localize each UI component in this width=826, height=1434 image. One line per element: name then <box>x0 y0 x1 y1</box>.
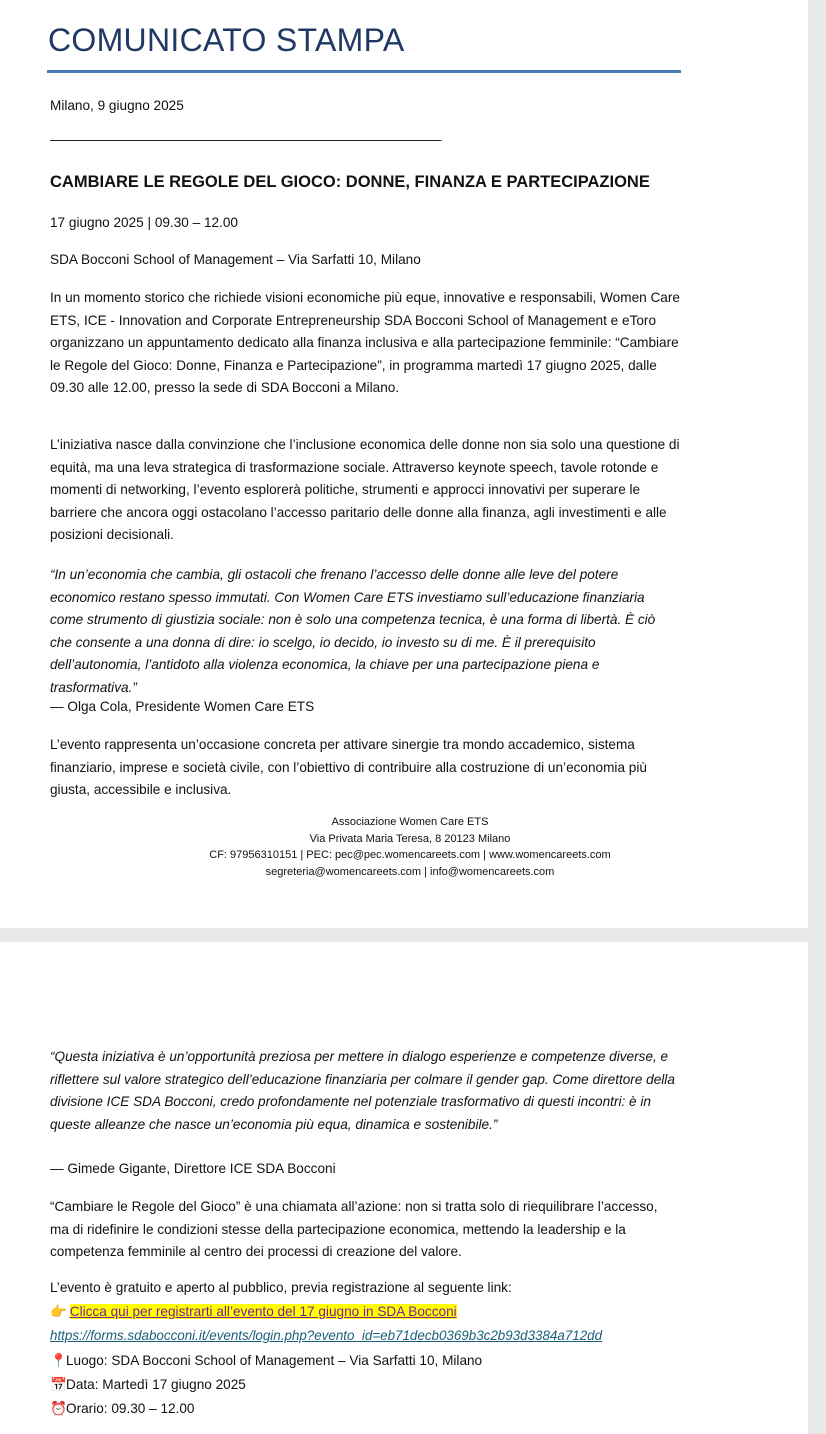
paragraph-4: “Cambiare le Regole del Gioco” è una chiamata all’azione: non si tratta solo di riequilibrare l’accesso, ma di ridefinire le condizioni stesse della partecipazione economica, mettendo la leadership e la competenza femminile al centro dei processi di creazione del valore. <box>50 1199 658 1259</box>
quote-2-author: — Gimede Gigante, Direttore ICE SDA Bocconi <box>50 1161 336 1176</box>
paragraph-5: L’evento è gratuito e aperto al pubblico, previa registrazione al seguente link: <box>50 1280 512 1295</box>
heading: CAMBIARE LE REGOLE DEL GIOCO: DONNE, FINANZA E PARTECIPAZIONE <box>50 173 650 191</box>
detail-date <box>50 1374 690 1397</box>
footer-line: CF: 97956310151 | PEC: pec@pec.womencareets.com | www.womencareets.com <box>209 849 611 861</box>
register-row <box>50 1301 690 1324</box>
detail-place <box>50 1350 750 1373</box>
detail-date-text: Data: Martedì 17 giugno 2025 <box>66 1377 246 1392</box>
footer-line: Via Privata Maria Teresa, 8 20123 Milano <box>309 832 511 845</box>
date-place: Milano, 9 giugno 2025 <box>50 98 184 113</box>
paragraph-2: L’iniziativa nasce dalla convinzione che l’inclusione economica delle donne non sia solo una questione di equità, ma una leva strategica di trasformazione sociale. Attraverso keynote speech, tavole rotonde e momenti di networking, l’evento esplorerà politiche, strumenti e approcci innovativi per superare le barriere che ancora oggi ostacolano l’accesso paritario delle donne alla finanza, agli investimenti e alle posizioni decisionali. <box>50 437 680 542</box>
register-link[interactable]: Clicca qui per registrarti all’evento del 17 giugno in SDA Bocconi <box>69 1304 457 1319</box>
title-rule <box>47 70 681 73</box>
footer <box>60 814 760 880</box>
alarm-clock-icon: ⏰ <box>50 1401 67 1416</box>
paragraph-3: L’evento rappresenta un’occasione concreta per attivare sinergie tra mondo accademico, sistema finanziario, imprese e società civile, con l’obiettivo di contribuire alla costruzione di un’economia più giusta, accessibile e inclusiva. <box>50 737 647 797</box>
quote-1: “In un’economia che cambia, gli ostacoli che frenano l’accesso delle donne alle leve del potere economico restano spesso immutati. Con Women Care ETS investiamo sull’educazione finanziaria come strumento di giustizia sociale: non è solo una competenza tecnica, è una forma di libertà. È ciò che consente a una donna di dire: io scelgo, io decido, io investo su di me. È il prerequisito dell’autonomia, l’antidoto alla violenza economica, la chiave per una partecipazione piena e trasformativa.” <box>50 567 656 695</box>
footer-line: Associazione Women Care ETS <box>331 816 489 828</box>
quote-2: “Questa iniziativa è un’opportunità preziosa per mettere in dialogo esperienze e competenze diverse, e riflettere sul valore strategico dell’educazione finanziaria per colmare il gender gap. Come direttore della divisione ICE SDA Bocconi, credo profondamente nel potenziale trasformativo di questi incontri: è in queste alleanze che nasce un’economia più equa, dinamica e sostenibile.” <box>50 1049 675 1132</box>
page-2 <box>0 942 808 1434</box>
register-url[interactable]: https://forms.sdabocconi.it/events/login.php?evento_id=eb71decb0369b3c2b93d3384a712dd <box>50 1328 603 1343</box>
event-place: SDA Bocconi School of Management – Via Sarfatti 10, Milano <box>50 252 421 267</box>
document-title: COMUNICATO STAMPA <box>48 22 405 58</box>
separator: ——————————————————————————————— <box>50 132 441 147</box>
pin-icon: 📍 <box>50 1353 67 1368</box>
event-time: 17 giugno 2025 | 09.30 – 12.00 <box>50 215 238 230</box>
detail-time-text: Orario: 09.30 – 12.00 <box>66 1401 195 1416</box>
quote-1-author: — Olga Cola, Presidente Women Care ETS <box>50 699 315 714</box>
detail-place-text: Luogo: SDA Bocconi School of Management – Via Sarfatti 10, Milano <box>66 1353 483 1368</box>
calendar-icon: 📅 <box>50 1377 67 1392</box>
paragraph-1: In un momento storico che richiede visioni economiche più eque, innovative e responsabili, Women Care ETS, ICE - Innovation and Corporate Entrepreneurship SDA Bocconi School of Management e eToro organizzano un appuntamento dedicato alla finanza inclusiva e alla partecipazione femminile: “Cambiare le Regole del Gioco: Donne, Finanza e Partecipazione”, in programma martedì 17 giugno 2025, dalle 09.30 alle 12.00, presso la sede di SDA Bocconi a Milano. <box>50 290 680 395</box>
pointing-hand-icon: 👉 <box>50 1304 67 1319</box>
detail-time <box>50 1398 690 1421</box>
footer-line: segreteria@womencareets.com | info@womencareets.com <box>265 865 555 878</box>
